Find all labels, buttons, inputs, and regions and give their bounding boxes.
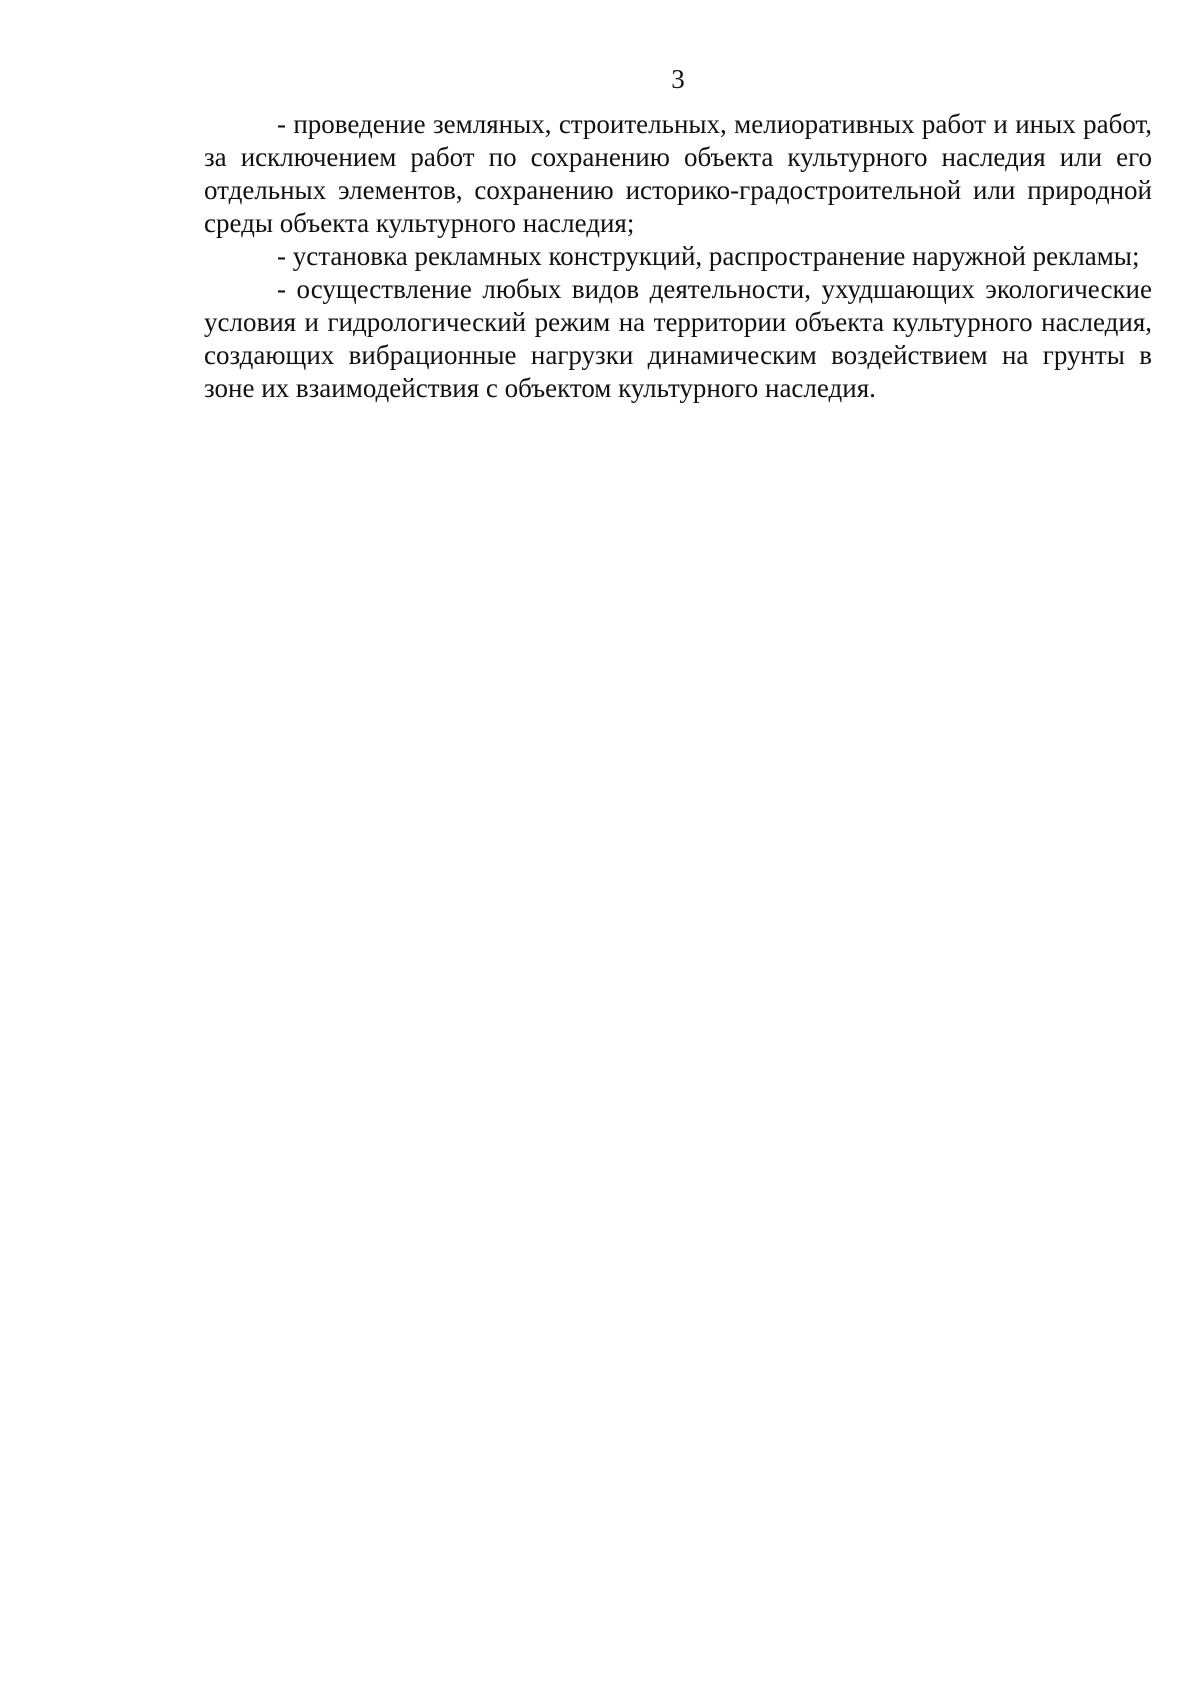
list-bullet: - bbox=[277, 274, 286, 304]
document-body bbox=[204, 108, 1152, 405]
list-bullet: - bbox=[277, 109, 286, 139]
list-item-activities bbox=[204, 273, 1152, 405]
page-number: 3 bbox=[671, 64, 685, 94]
list-bullet: - bbox=[277, 241, 286, 271]
list-item-earthworks bbox=[204, 108, 1152, 240]
list-item-text: установка рекламных конструкций, распространение наружной рекламы; bbox=[292, 241, 1140, 271]
list-item-advertising bbox=[204, 240, 1152, 273]
list-item-text: проведение земляных, строительных, мелиоративных работ и иных работ, за исключением работ по сохранению объекта культурного наследия или его отдельных элементов, сохранению историко-градостроительной или природной среды объекта культурного наследия; bbox=[204, 109, 1152, 238]
list-item-text: осуществление любых видов деятельности, ухудшающих экологические условия и гидрологический режим на территории объекта культурного наследия, создающих вибрационные нагрузки динамическим воздействием на грунты в зоне их взаимодействия с объектом культурного наследия. bbox=[204, 274, 1152, 403]
